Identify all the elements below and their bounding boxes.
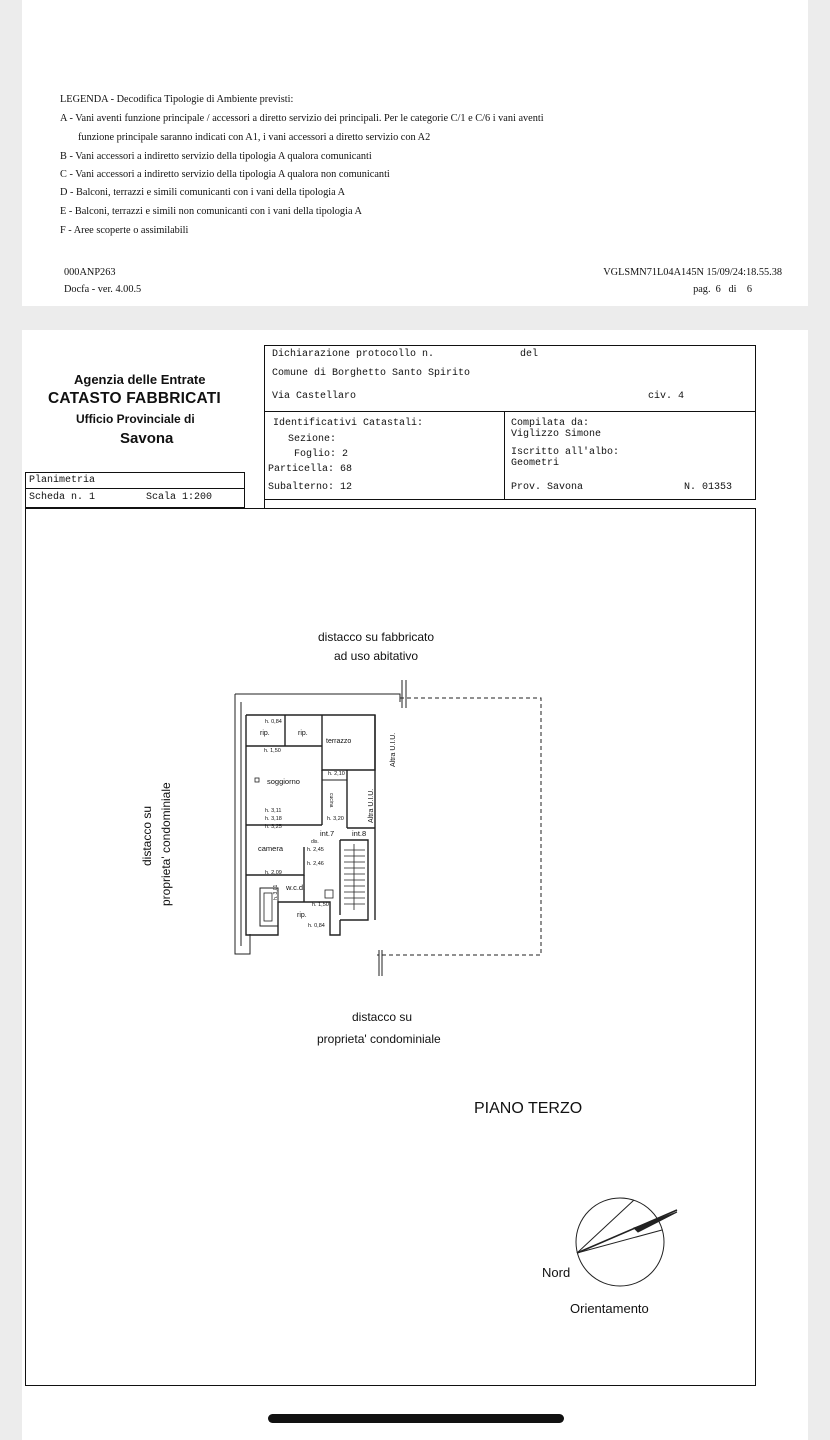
particella-label: Particella: 68 xyxy=(268,464,353,475)
height-label: h. 3,01 xyxy=(273,884,279,900)
subalterno-label: Subalterno: 12 xyxy=(268,482,353,493)
foglio-label: Foglio: 2 xyxy=(294,449,349,460)
civico-label: civ. 4 xyxy=(648,391,685,402)
height-label: h. 1,50 xyxy=(264,748,281,754)
room-ripostiglio-1: rip. xyxy=(260,730,270,737)
room-wcd: w.c.d. xyxy=(286,883,306,892)
altra-uiu-label: Altra U.I.U. xyxy=(390,732,397,767)
planimetria-label: Planimetria xyxy=(29,475,96,486)
height-label: h. 2,46 xyxy=(307,861,324,867)
left-distance-note-2: proprieta' condominiale xyxy=(159,782,173,906)
catasto-title: CATASTO FABBRICATI xyxy=(48,390,221,407)
height-label: h. 0,84 xyxy=(308,923,325,929)
legend-line-b: B - Vani accessori a indiretto servizio della tipologia A qualora comunicanti xyxy=(60,151,372,162)
fiscal-code-timestamp: VGLSMN71L04A145N 15/09/24:18.55.38 xyxy=(603,267,782,278)
height-label: h. 3,18 xyxy=(265,816,282,822)
compilatore-name: Viglizzo Simone xyxy=(511,429,602,440)
orientation-label: Orientamento xyxy=(570,1301,649,1316)
room-disimpegno: dis. xyxy=(311,839,319,845)
page-number: pag. 6 di 6 xyxy=(693,284,752,295)
legend-line-a-cont: funzione principale saranno indicati con A1, i vani accessori a diretto servizio con A2 xyxy=(78,132,431,143)
top-distance-note-2: ad uso abitativo xyxy=(334,649,419,663)
bottom-distance-note: distacco su xyxy=(352,1010,413,1024)
software-version: Docfa - ver. 4.00.5 xyxy=(64,284,142,295)
iscrizione-numero: N. 01353 xyxy=(684,482,733,493)
interno-7-label: int.7 xyxy=(320,829,335,838)
legend-line-a: A - Vani aventi funzione principale / accessori a diretto servizio dei principali. Per le categorie C/1 e C/6 i vani aventi xyxy=(60,113,544,124)
compilata-label: Compilata da: xyxy=(511,418,590,429)
room-terrazzo: terrazzo xyxy=(326,738,352,745)
planimetria-page xyxy=(22,330,808,1440)
legend-line-d: D - Balconi, terrazzi e simili comunicanti con i vani della tipologia A xyxy=(60,187,346,198)
sezione-label: Sezione: xyxy=(288,434,337,445)
albo-value: Geometri xyxy=(511,458,560,469)
via-label: Via Castellaro xyxy=(272,391,357,402)
left-distance-note: distacco su xyxy=(140,805,154,866)
altra-uiu-label: Altra U.I.U. xyxy=(368,788,375,823)
height-label: h. 3,20 xyxy=(327,816,344,822)
height-label: h. 2,10 xyxy=(328,771,345,777)
interno-8-label: int.8 xyxy=(352,829,367,838)
legend-page xyxy=(22,0,808,306)
del-label: del xyxy=(520,349,539,360)
legend-line-f: F - Aree scoperte o assimilabili xyxy=(60,225,189,236)
agency-name: Agenzia delle Entrate xyxy=(74,372,206,387)
legend-title: LEGENDA - Decodifica Tipologie di Ambiente previsti: xyxy=(60,94,294,105)
provincia-label: Prov. Savona xyxy=(511,482,584,493)
identificativi-label: Identificativi Catastali: xyxy=(273,418,424,429)
height-label: h. 0,84 xyxy=(265,719,282,725)
ufficio-city: Savona xyxy=(120,430,174,447)
height-label: h. 2,45 xyxy=(307,847,324,853)
bottom-distance-note-2: proprieta' condominiale xyxy=(317,1032,441,1046)
top-distance-note: distacco su fabbricato xyxy=(318,630,435,644)
floor-plan-drawing xyxy=(22,330,808,1440)
iscritto-label: Iscritto all'albo: xyxy=(511,447,620,458)
height-label: h. 3,25 xyxy=(265,824,282,830)
legend-line-e: E - Balconi, terrazzi e simili non comunicanti con i vani della tipologia A xyxy=(60,206,362,217)
height-label: h. 2,09 xyxy=(265,870,282,876)
room-camera: camera xyxy=(258,844,284,853)
scala-label: Scala 1:200 xyxy=(146,492,213,503)
floor-label: PIANO TERZO xyxy=(474,1100,583,1117)
ufficio-label: Ufficio Provinciale di xyxy=(76,412,195,426)
room-ripostiglio-3: rip. xyxy=(297,912,307,919)
scheda-label: Scheda n. 1 xyxy=(29,492,96,503)
doc-code: 000ANP263 xyxy=(64,267,116,278)
height-label: h. 1,50 xyxy=(312,902,329,908)
dichiarazione-label: Dichiarazione protocollo n. xyxy=(272,349,435,360)
height-label: h. 3,11 xyxy=(265,808,282,814)
comune-label: Comune di Borghetto Santo Spirito xyxy=(272,368,471,379)
room-soggiorno: soggiorno xyxy=(267,777,300,786)
north-label: Nord xyxy=(542,1265,571,1280)
room-cucina: cucina xyxy=(328,793,334,808)
room-ripostiglio-2: rip. xyxy=(298,730,308,737)
home-indicator[interactable] xyxy=(268,1414,564,1423)
legend-line-c: C - Vani accessori a indiretto servizio della tipologia A qualora non comunicanti xyxy=(60,169,390,180)
